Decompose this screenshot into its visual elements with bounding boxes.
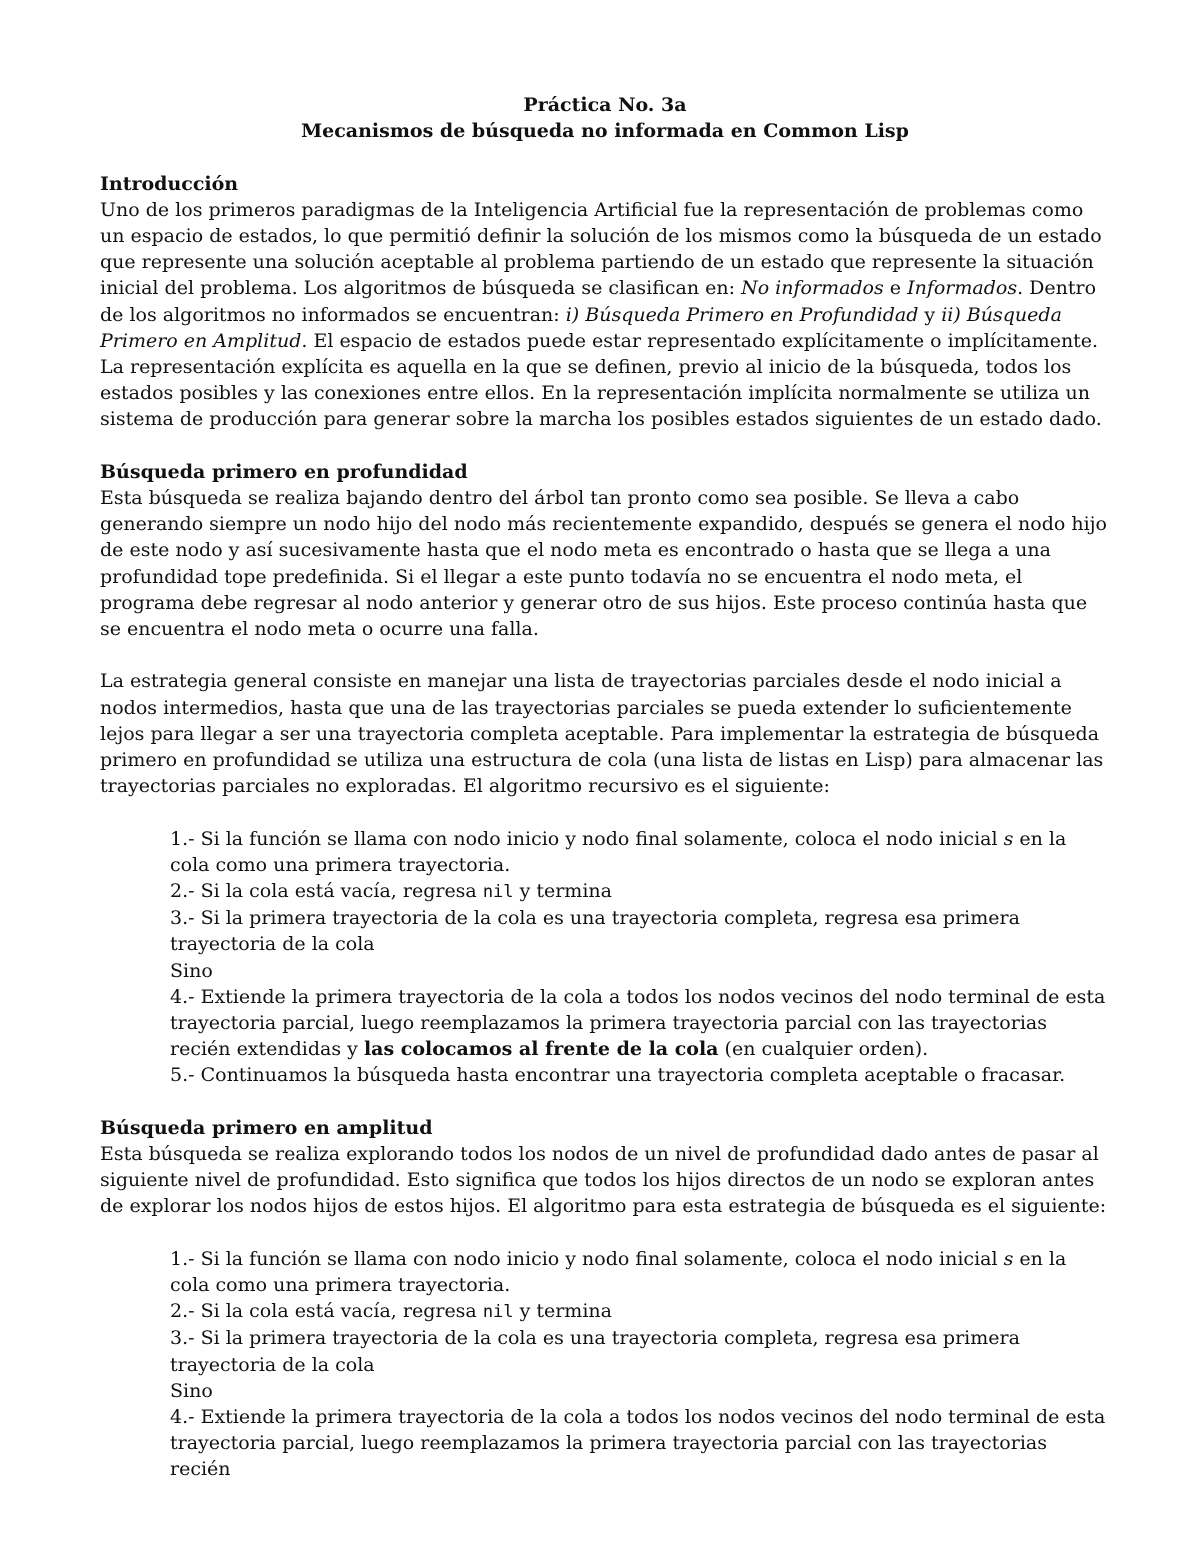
spacer <box>100 144 1110 170</box>
dfs-heading: Búsqueda primero en profundidad <box>100 460 468 483</box>
dfs-step-5: 5.- Continuamos la búsqueda hasta encontrar una trayectoria completa aceptable o fracasar. <box>170 1064 1066 1087</box>
dfs-algorithm-steps <box>170 826 1110 1089</box>
spacer <box>100 642 1110 668</box>
emphasis-front-of-queue: las colocamos al frente de la cola <box>363 1038 719 1061</box>
dfs-paragraph-2: La estrategia general consiste en manejar una lista de trayectorias parciales desde el nodo inicial a nodos intermedios, hasta que una de las trayectorias parciales se pueda extender lo suficientemente lejos para llegar a ser una trayectoria completa aceptable. Para implementar la estrategia de búsqueda primero en profundidad se utiliza una estructura de cola (una lista de listas en Lisp) para almacenar las trayectorias parciales no exploradas. El algoritmo recursivo es el siguiente: <box>100 670 1104 798</box>
term-bfs: ii) Búsqueda Primero en Amplitud <box>100 303 1062 352</box>
dfs-step-3: 3.- Si la primera trayectoria de la cola es una trayectoria completa, regresa esa primera trayectoria de la cola <box>170 907 1020 956</box>
bfs-step-2: 2.- Si la cola está vacía, regresa nil y termina <box>170 1300 612 1323</box>
intro-heading: Introducción <box>100 172 239 195</box>
bfs-paragraph-1: Esta búsqueda se realiza explorando todos los nodos de un nivel de profundidad dado antes de pasar al siguiente nivel de profundidad. Esto significa que todos los hijos directos de un nodo se exploran antes de explorar los nodos hijos de estos hijos. El algoritmo para esta estrategia de búsqueda es el siguiente: <box>100 1143 1107 1218</box>
bfs-step-3: 3.- Si la primera trayectoria de la cola es una trayectoria completa, regresa esa primera trayectoria de la cola <box>170 1327 1020 1376</box>
spacer <box>100 433 1110 459</box>
term-no-informados: No informados <box>741 277 884 300</box>
dfs-step-sino: Sino <box>170 959 213 982</box>
document-page <box>100 92 1110 1483</box>
dfs-paragraph-1: Esta búsqueda se realiza bajando dentro del árbol tan pronto como sea posible. Se lleva a cabo generando siempre un nodo hijo del nodo más recientemente expandido, después se genera el nodo hijo de este nodo y así sucesivamente hasta que el nodo meta es encontrado o hasta que se llega a una profundidad tope predefinida. Si el llegar a este punto todavía no se encuentra el nodo meta, el programa debe regresar al nodo anterior y generar otro de sus hijos. Este proceso continúa hasta que se encuentra el nodo meta o ocurre una falla. <box>100 487 1107 641</box>
title-line-2: Mecanismos de búsqueda no informada en Common Lisp <box>301 120 909 143</box>
bfs-step-4: 4.- Extiende la primera trayectoria de la cola a todos los nodos vecinos del nodo terminal de esta trayectoria parcial, luego reemplazamos la primera trayectoria parcial con las trayectorias recién <box>170 1406 1106 1481</box>
dfs-step-4: 4.- Extiende la primera trayectoria de la cola a todos los nodos vecinos del nodo terminal de esta trayectoria parcial, luego reemplazamos la primera trayectoria parcial con las trayectorias recién extendidas y las colocamos al frente de la cola (en cualquier orden). <box>170 985 1106 1061</box>
code-nil: nil <box>482 882 514 903</box>
term-informados: Informados <box>907 277 1018 300</box>
dfs-step-1: 1.- Si la función se llama con nodo inicio y nodo final solamente, coloca el nodo inicial s en la cola como una primera trayectoria. <box>170 827 1067 876</box>
bfs-step-1: 1.- Si la función se llama con nodo inicio y nodo final solamente, coloca el nodo inicial s en la cola como una primera trayectoria. <box>170 1247 1067 1297</box>
code-nil: nil <box>482 1302 514 1323</box>
intro-paragraph: Uno de los primeros paradigmas de la Inteligencia Artificial fue la representación de problemas como un espacio de estados, lo que permitió definir la solución de los mismos como la búsqueda de un estado que represente una solución aceptable al problema partiendo de un estado que represente la situación inicial del problema. Los algoritmos de búsqueda se clasifican en: No informados e Informados. Dentro de los algoritmos no informados se encuentran: i) Búsqueda Primero en Profundidad y ii) Búsqueda Primero en Amplitud. El espacio de estados puede estar representado explícitamente o implícitamente. La representación explícita es aquella en la que se definen, previo al inicio de la búsqueda, todos los estados posibles y las conexiones entre ellos. En la representación implícita normalmente se utiliza un sistema de producción para generar sobre la marcha los posibles estados siguientes de un estado dado. <box>100 198 1102 431</box>
spacer <box>100 1220 1110 1246</box>
document-title <box>100 92 1110 144</box>
term-dfs: i) Búsqueda Primero en Profundidad <box>565 303 919 326</box>
dfs-step-2: 2.- Si la cola está vacía, regresa nil y termina <box>170 880 612 903</box>
variable-s: s <box>1003 1247 1014 1270</box>
variable-s: s <box>1003 827 1014 850</box>
title-line-1: Práctica No. 3a <box>523 94 687 116</box>
spacer <box>100 1089 1110 1115</box>
bfs-step-sino: Sino <box>170 1379 213 1402</box>
bfs-algorithm-steps <box>170 1246 1110 1483</box>
spacer <box>100 799 1110 825</box>
bfs-heading: Búsqueda primero en amplitud <box>100 1116 433 1139</box>
